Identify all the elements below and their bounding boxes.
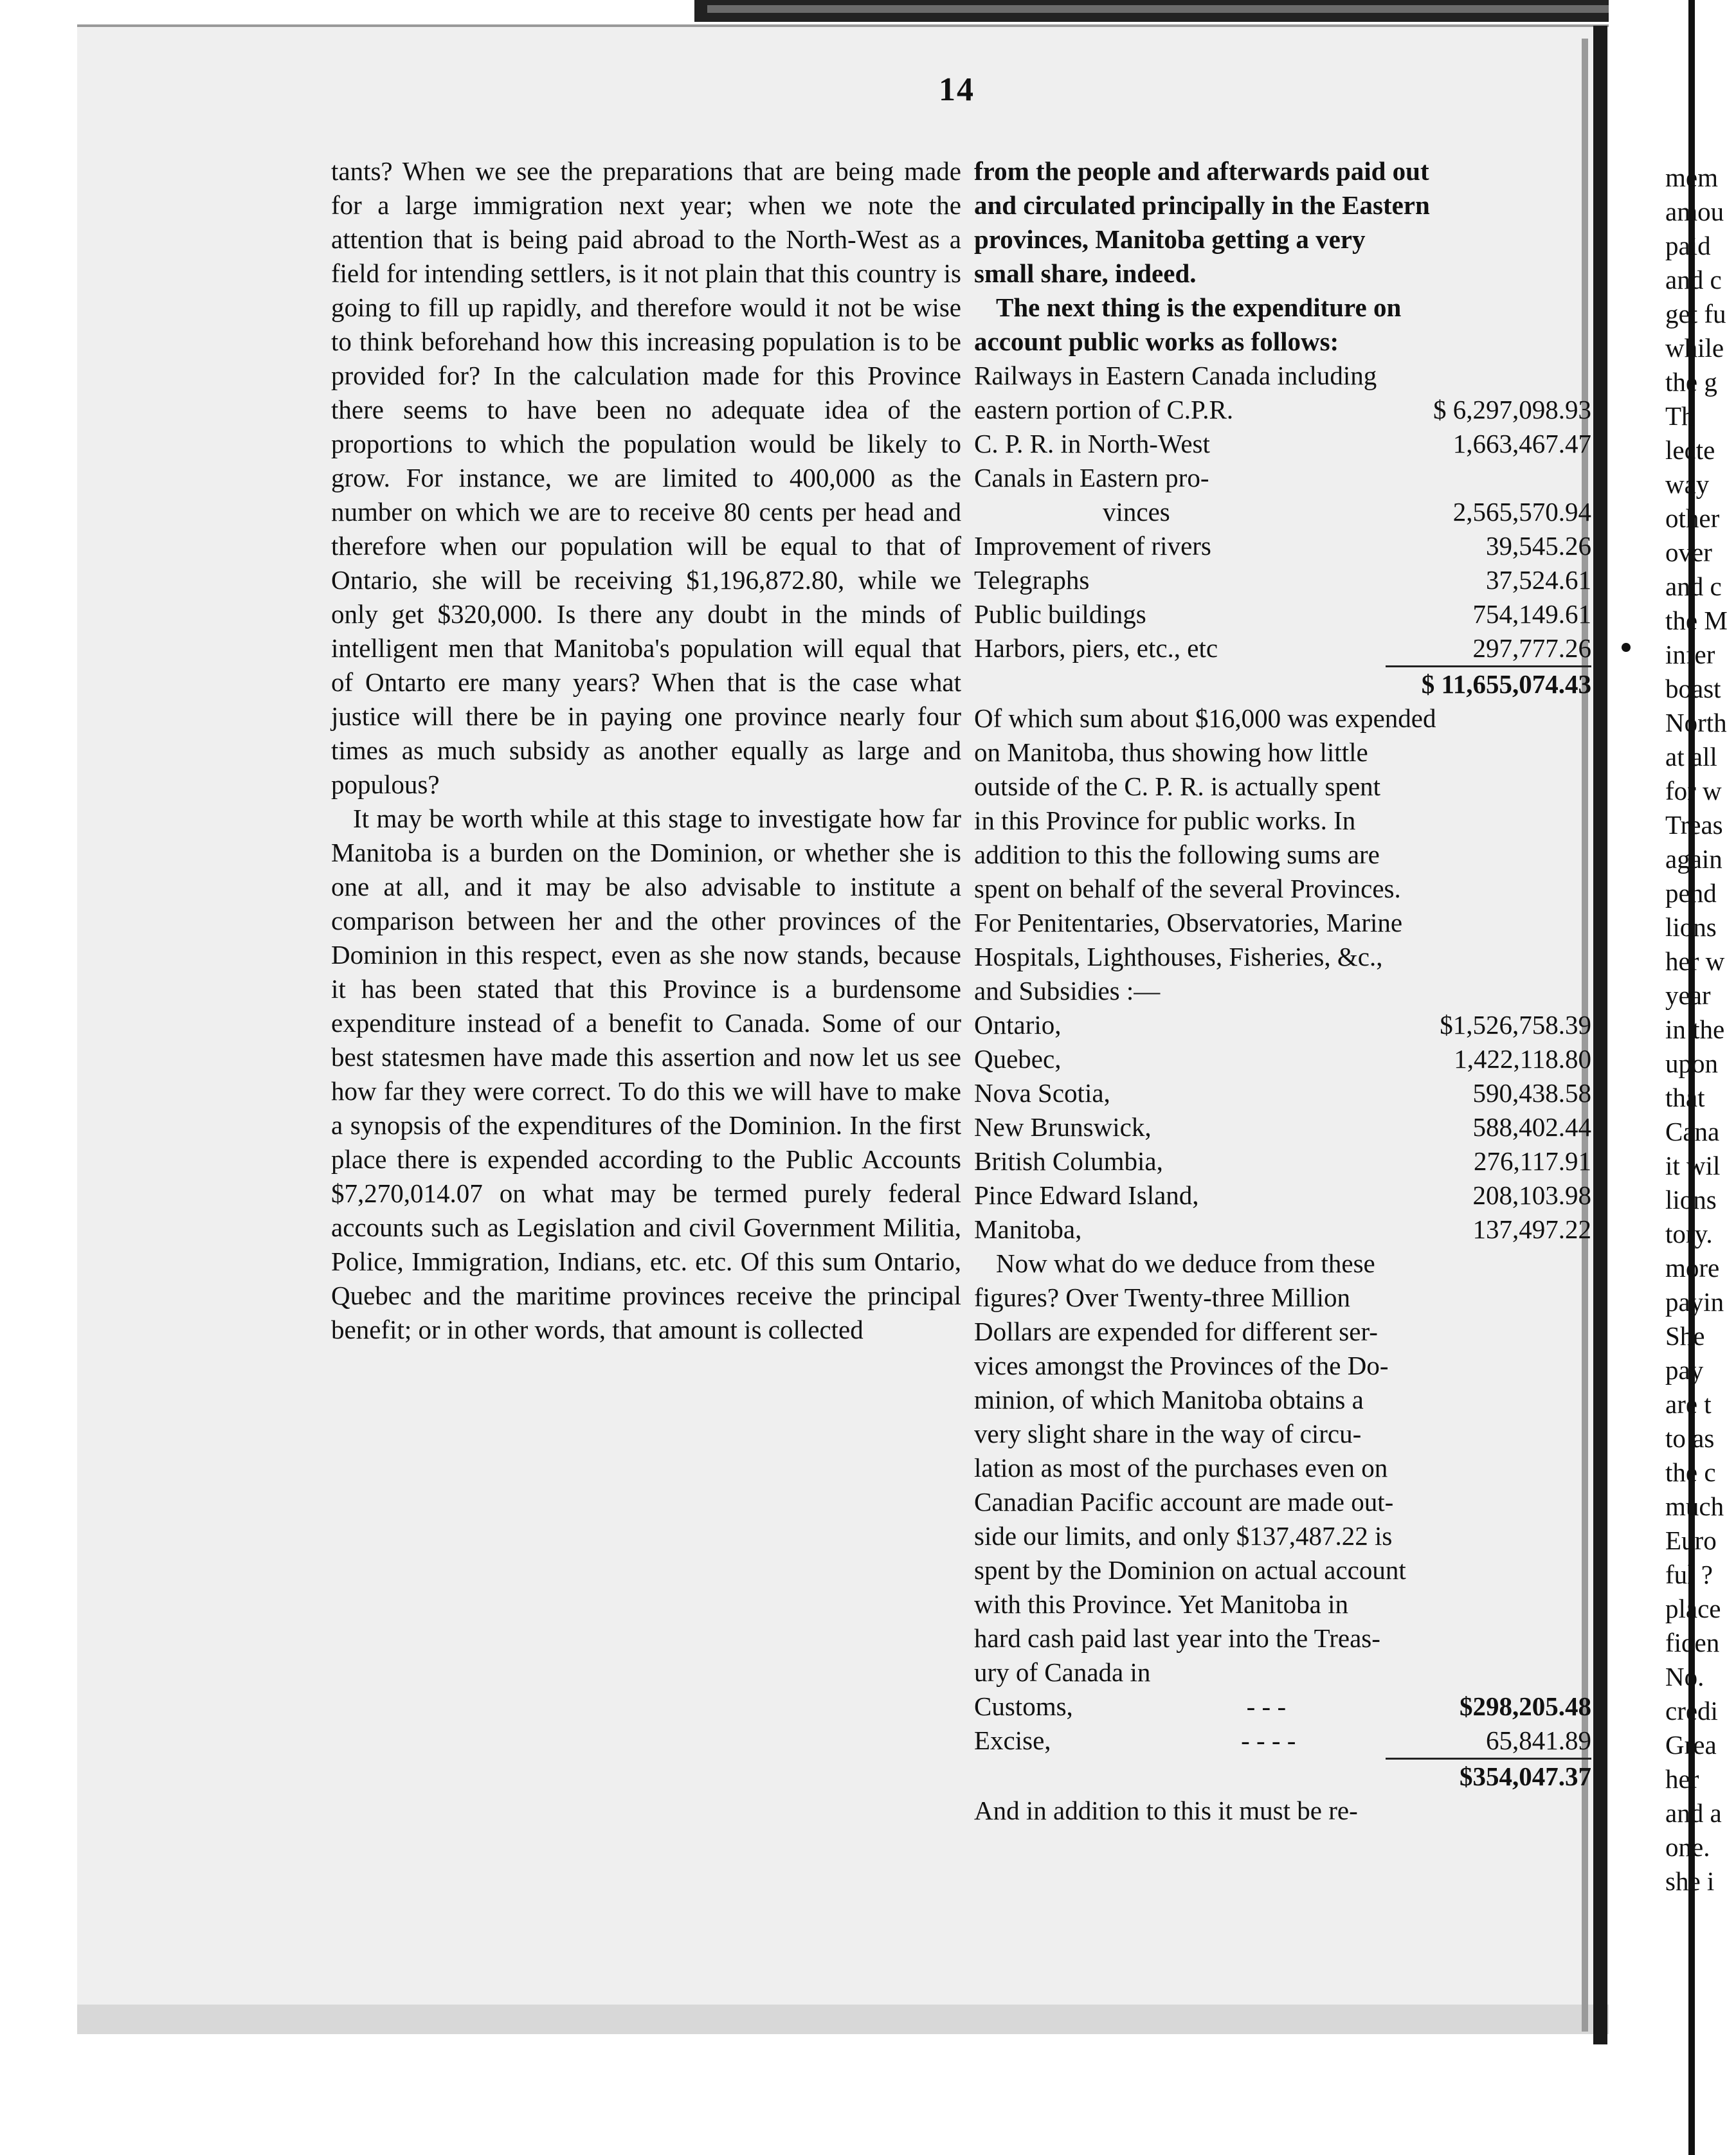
facing-page-fragment: that <box>1665 1083 1705 1112</box>
province-row <box>974 1110 1591 1144</box>
revenue-dots: - - - - <box>1241 1726 1296 1755</box>
province-label: Manitoba, <box>974 1214 1082 1244</box>
facing-page-fragment: one. <box>1665 1832 1710 1862</box>
facing-page-fragment: get fu <box>1665 299 1726 329</box>
facing-page-fragment: way <box>1665 469 1710 499</box>
text-line: Canadian Pacific account are made out- <box>974 1487 1394 1517</box>
facing-page-fragment: again <box>1665 844 1722 874</box>
revenue-row <box>974 1690 1591 1724</box>
works-label: eastern portion of C.P.R. <box>974 395 1234 424</box>
works-label: Telegraphs <box>974 565 1090 595</box>
text-line: outside of the C. P. R. is actually spent <box>974 771 1381 801</box>
works-row <box>974 563 1591 597</box>
province-row <box>974 1042 1591 1076</box>
province-label: New Brunswick, <box>974 1112 1152 1142</box>
facing-page-fragment: and c <box>1665 572 1722 601</box>
works-row <box>974 427 1591 461</box>
province-value: 208,103.98 <box>1472 1180 1591 1210</box>
facing-page-fragment: tory. <box>1665 1219 1713 1249</box>
province-value: 137,497.22 <box>1472 1214 1591 1244</box>
facing-page-fragment: year <box>1665 980 1711 1010</box>
province-row <box>974 1008 1591 1042</box>
works-total-row <box>974 667 1591 701</box>
works-row <box>974 529 1591 563</box>
works-label: vinces <box>1103 497 1170 527</box>
facing-page-fragment: paid <box>1665 231 1711 260</box>
facing-page-fragment: No. <box>1665 1662 1704 1691</box>
works-value: 754,149.61 <box>1472 599 1591 629</box>
facing-page-fragment: fiden <box>1665 1628 1720 1657</box>
facing-page-fragment: lions <box>1665 1185 1717 1214</box>
text-line: very slight share in the way of circu- <box>974 1419 1362 1448</box>
column-right <box>974 154 1591 1828</box>
works-value: 37,524.61 <box>1486 565 1591 595</box>
revenue-label: Excise, <box>974 1726 1051 1755</box>
text-line: spent by the Dominion on actual account <box>974 1555 1406 1585</box>
text-line: lation as most of the purchases even on <box>974 1453 1388 1483</box>
revenue-dots: - - - <box>1246 1691 1287 1721</box>
text-line: Dollars are expended for different ser- <box>974 1317 1378 1346</box>
works-value: $ 6,297,098.93 <box>1433 395 1591 424</box>
facing-page-fragment: boast <box>1665 674 1721 703</box>
text-line: Hospitals, Lighthouses, Fisheries, &c., <box>974 942 1383 971</box>
province-label: British Columbia, <box>974 1146 1163 1176</box>
province-row <box>974 1213 1591 1247</box>
text-line: and Subsidies :— <box>974 976 1161 1005</box>
works-label: Public buildings <box>974 599 1146 629</box>
province-label: Quebec, <box>974 1044 1062 1074</box>
province-value: 1,422,118.80 <box>1454 1044 1591 1074</box>
facing-page-fragment: over <box>1665 537 1712 567</box>
text-line: from the people and afterwards paid out <box>974 156 1429 186</box>
facing-page-fragment: Treas <box>1665 810 1723 840</box>
text-line: minion, of which Manitoba obtains a <box>974 1385 1364 1414</box>
revenue-total: $354,047.37 <box>1460 1762 1591 1791</box>
facing-page-fragment: Grea <box>1665 1730 1717 1760</box>
facing-page-fragment: to as <box>1665 1423 1715 1453</box>
text-line: in this Province for public works. In <box>974 806 1356 835</box>
column-left <box>331 154 961 1347</box>
works-row <box>974 631 1591 665</box>
text-line: spent on behalf of the several Provinces. <box>974 874 1401 903</box>
works-label: C. P. R. in North-West <box>974 429 1210 458</box>
revenue-value: $298,205.48 <box>1459 1691 1591 1721</box>
facing-page-fragment: ful ? <box>1665 1560 1713 1589</box>
facing-page-fragment: are t <box>1665 1389 1712 1419</box>
facing-page-fragment: much <box>1665 1492 1724 1521</box>
revenue-value: 65,841.89 <box>1485 1726 1591 1755</box>
province-label: Ontario, <box>974 1010 1062 1040</box>
province-label: Nova Scotia, <box>974 1078 1110 1108</box>
facing-page-fragment: her w <box>1665 946 1725 976</box>
province-row <box>974 1076 1591 1110</box>
revenue-total-row <box>974 1760 1591 1794</box>
paragraph: It may be worth while at this stage to investigate how far Manitoba is a burden on the Dominion, or whether she is one at all, and it may be also advisable to institute a comparison between her and the other provinces of the Dominion in this respect, even as she now stands, because it has been stated that this Province is a burdensome expenditure instead of a benefit to Canada. Some of our best statesmen have made this assertion and now let us see how far they were correct. To do this we will have to make a synopsis of the expenditures of the Dominion. In the first place there is expended according to the Public Accounts $7,270,014.07 on what may be termed purely federal accounts such as Legislation and civil Government Militia, Police, Immigration, Indians, etc. etc. Of this sum Ontario, Quebec and the maritime provinces receive the principal benefit; or in other words, that amount is collected <box>331 804 961 1344</box>
facing-page-fragment: mem <box>1665 163 1718 192</box>
facing-page-fragment: for w <box>1665 776 1722 806</box>
facing-page-fragment: pay <box>1665 1355 1704 1385</box>
facing-page-fragment: Euro <box>1665 1526 1717 1555</box>
works-total: $ 11,655,074.43 <box>1421 669 1591 699</box>
facing-page-fragment: her <box>1665 1764 1699 1794</box>
works-row <box>974 461 1591 495</box>
revenue-label: Customs, <box>974 1691 1073 1721</box>
facing-page-fragment: and a <box>1665 1798 1722 1828</box>
province-row <box>974 1178 1591 1213</box>
facing-page-fragment: pend <box>1665 878 1717 908</box>
works-label: Improvement of rivers <box>974 531 1211 561</box>
province-value: $1,526,758.39 <box>1440 1010 1591 1040</box>
text-line: on Manitoba, thus showing how little <box>974 737 1368 767</box>
text-line: The next thing is the expenditure on <box>996 293 1402 322</box>
facing-page-fragment: the M <box>1665 606 1728 635</box>
province-label: Pince Edward Island, <box>974 1180 1199 1210</box>
text-line: hard cash paid last year into the Treas- <box>974 1623 1380 1653</box>
text-line: small share, indeed. <box>974 258 1197 288</box>
text-line: Now what do we deduce from these <box>996 1249 1375 1278</box>
facing-page-fragment: amou <box>1665 197 1724 226</box>
text-line: vices amongst the Provinces of the Do- <box>974 1351 1389 1380</box>
facing-page-fragment: she i <box>1665 1866 1715 1896</box>
facing-page-fragment: the c <box>1665 1457 1716 1487</box>
page-number: 14 <box>939 71 975 108</box>
paragraph: tants? When we see the preparations that are being made for a large immigration next year; when we note the attention that is being paid abroad to the North-West as a field for intending settlers, is it not plain that this country is going to fill up rapidly, and therefore would it not be wise to think beforehand how this increasing population is to be provided for? In the calculation made for this Province there seems to have been no adequate idea of the proportions to which the population would be likely to grow. For instance, we are limited to 400,000 as the number on which we are to receive 80 cents per head and therefore when our population will be equal to that of Ontario, she will be receiving $1,196,872.80, while we only get $320,000. Is there any doubt in the minds of intelligent men that Manitoba's population will equal that of Ontarto ere many years? When that is the case what justice will there be in paying one province nearly four times as much subsidy as another equally as large and populous? <box>331 156 961 799</box>
facing-page-fragment: in the <box>1665 1014 1725 1044</box>
facing-page-fragment: at all <box>1665 742 1717 771</box>
works-row <box>974 597 1591 631</box>
province-row <box>974 1144 1591 1178</box>
text-line: provinces, Manitoba getting a very <box>974 224 1366 254</box>
works-value: 1,663,467.47 <box>1452 429 1591 458</box>
works-row <box>974 495 1591 529</box>
revenue-row <box>974 1724 1591 1758</box>
province-value: 590,438.58 <box>1472 1078 1591 1108</box>
book-spine <box>1593 26 1607 2044</box>
text-line: and circulated principally in the Eastern <box>974 190 1430 220</box>
text-line: addition to this the following sums are <box>974 840 1380 869</box>
facing-page-fragment: lions <box>1665 912 1717 942</box>
text-line: with this Province. Yet Manitoba in <box>974 1589 1348 1619</box>
facing-page-fragment: payin <box>1665 1287 1724 1317</box>
works-value: 297,777.26 <box>1472 633 1591 663</box>
text-line: account public works as follows: <box>974 327 1339 356</box>
facing-page-fragment: She <box>1665 1321 1705 1351</box>
facing-page-fragment: credi <box>1665 1696 1718 1726</box>
works-label: Harbors, piers, etc., etc <box>974 633 1218 663</box>
works-value: 2,565,570.94 <box>1452 497 1591 527</box>
margin-dot <box>1622 643 1631 652</box>
facing-page-fragment: North <box>1665 708 1727 737</box>
facing-page-fragment: the g <box>1665 367 1717 397</box>
text-line: figures? Over Twenty-three Million <box>974 1283 1351 1312</box>
facing-page-fragment: and c <box>1665 265 1722 294</box>
text-line: Railways in Eastern Canada including <box>974 361 1377 390</box>
facing-page-fragment: place <box>1665 1594 1721 1623</box>
province-value: 588,402.44 <box>1472 1112 1591 1142</box>
text-line: And in addition to this it must be re- <box>974 1796 1358 1825</box>
text-line: For Penitentaries, Observatories, Marine <box>974 908 1403 937</box>
works-label: Canals in Eastern pro- <box>974 463 1209 492</box>
text-line: side our limits, and only $137,487.22 is <box>974 1521 1393 1551</box>
facing-page-fragment: while <box>1665 333 1724 363</box>
facing-page-fragment: Cana <box>1665 1117 1720 1146</box>
text-line: ury of Canada in <box>974 1657 1151 1687</box>
works-row <box>974 393 1591 427</box>
facing-page-fragment: Th <box>1665 401 1695 431</box>
facing-page-fragment: lecte <box>1665 435 1715 465</box>
facing-page-fragment: infer <box>1665 640 1715 669</box>
works-value: 39,545.26 <box>1486 531 1591 561</box>
scan-top-edge-inner <box>707 5 1672 13</box>
page-bottom-margin <box>77 2005 1633 2034</box>
province-value: 276,117.91 <box>1474 1146 1591 1176</box>
facing-page-fragment: upon <box>1665 1049 1718 1078</box>
facing-page-fragment: more <box>1665 1253 1720 1283</box>
text-line: Of which sum about $16,000 was expended <box>974 703 1436 733</box>
facing-page-fragment: other <box>1665 503 1720 533</box>
facing-page-fragment: it wil <box>1665 1151 1721 1180</box>
